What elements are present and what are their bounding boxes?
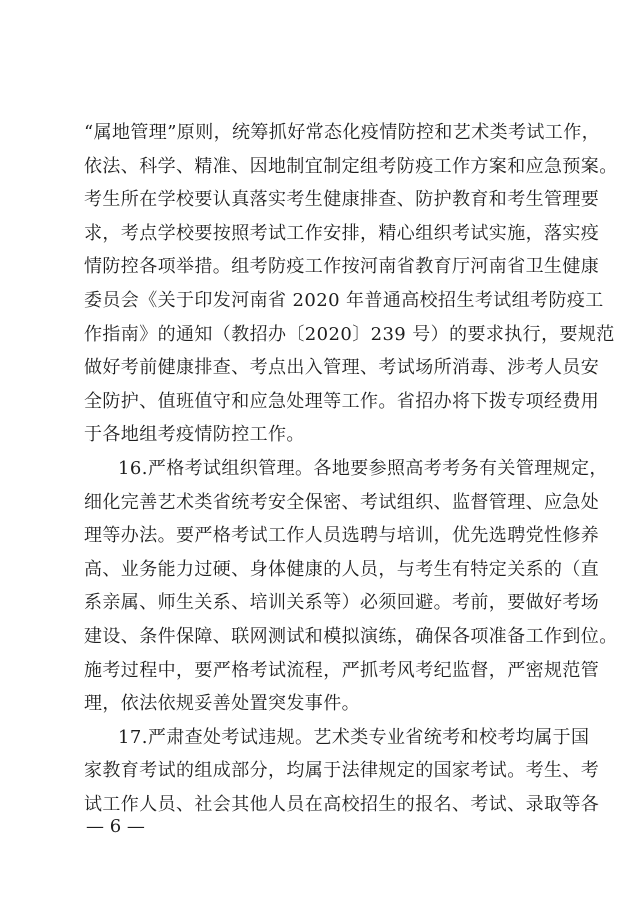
text-line: 作指南》的通知（教招办〔2020〕239 号）的要求执行，要规范 — [84, 323, 615, 345]
page-number: — 6 — — [86, 816, 145, 837]
text-line: 理等办法。要严格考试工作人员选聘与培训，优先选聘党性修养 — [84, 525, 600, 547]
text-line: 理，依法依规妥善处置突发事件。 — [84, 693, 360, 715]
paragraph-16-first-line: 16.严格考试组织管理。各地要参照高考考务有关管理规定， — [118, 457, 608, 479]
text-line: 考生所在学校要认真落实考生健康排查、防护教育和考生管理要 — [84, 189, 600, 211]
text-line: 于各地组考疫情防控工作。 — [84, 424, 305, 446]
text-line: 系亲属、师生关系、培训关系等）必须回避。考前，要做好考场 — [84, 592, 600, 614]
text-line: 试工作人员、社会其他人员在高校招生的报名、考试、录取等各 — [84, 793, 600, 815]
text-line: 家教育考试的组成部分，均属于法律规定的国家考试。考生、考 — [84, 760, 600, 782]
text-line: 施考过程中，要严格考试流程，严抓考风考纪监督，严密规范管 — [84, 659, 600, 681]
text-line: 细化完善艺术类省统考安全保密、考试组织、监督管理、应急处 — [84, 491, 600, 513]
body-text — [84, 116, 618, 821]
text-line: 情防控各项举措。组考防疫工作按河南省教育厅河南省卫生健康 — [84, 256, 600, 278]
text-line: 求，考点学校要按照考试工作安排，精心组织考试实施，落实疫 — [84, 222, 600, 244]
text-line: 高、业务能力过硬、身体健康的人员，与考生有特定关系的（直 — [84, 558, 600, 580]
text-line: 依法、科学、精准、因地制宜制定组考防疫工作方案和应急预案。 — [84, 155, 618, 177]
text-line: 委员会《关于印发河南省 2020 年普通高校招生考试组考防疫工 — [84, 289, 604, 311]
text-line: 做好考前健康排查、考点出入管理、考试场所消毒、涉考人员安 — [84, 357, 600, 379]
text-line: 全防护、值班值守和应急处理等工作。省招办将下拨专项经费用 — [84, 390, 600, 412]
paragraph-17-first-line: 17.严肃查处考试违规。艺术类专业省统考和校考均属于国 — [118, 726, 590, 748]
text-line: 建设、条件保障、联网测试和模拟演练，确保各项准备工作到位。 — [84, 625, 618, 647]
text-line: “属地管理”原则，统筹抓好常态化疫情防控和艺术类考试工作， — [84, 122, 601, 143]
